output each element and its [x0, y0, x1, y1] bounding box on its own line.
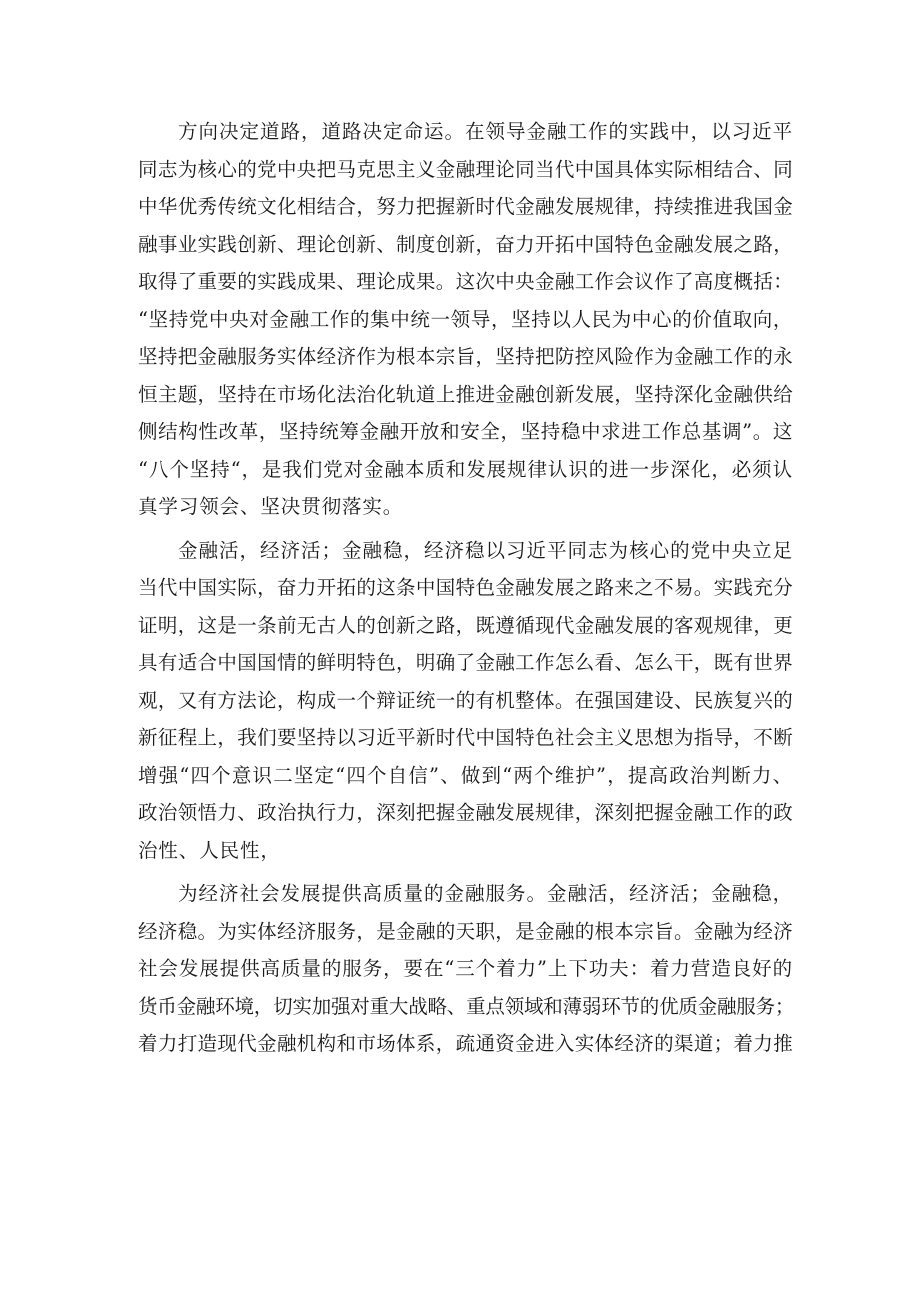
text-line: 社会发展提供高质量的服务，要在“三个着力”上下功夫：着力营造良好的	[138, 957, 793, 980]
body-text	[138, 113, 793, 1063]
text-line: 货币金融环境，切实加强对重大战略、重点领域和薄弱环节的优质金融服务；	[138, 994, 795, 1018]
text-line: 中华优秀传统文化相结合，努力把握新时代金融发展规律，持续推进我国金	[138, 195, 793, 218]
text-line: 方向决定道路，道路决定命运。在领导金融工作的实践中，以习近平	[178, 120, 793, 143]
paragraph-3	[138, 875, 793, 1063]
text-line: 着力打造现代金融机构和市场体系，疏通资金进入实体经济的渠道；着力推	[138, 1032, 793, 1055]
text-line: 增强“四个意识二坚定“四个自信”、做到“两个维护”，提高政治判断力、	[138, 763, 793, 787]
text-line: 新征程上，我们要坚持以习近平新时代中国特色社会主义思想为指导，不断	[138, 726, 793, 749]
text-line: 经济稳。为实体经济服务，是金融的天职，是金融的根本宗旨。金融为经济	[138, 919, 793, 943]
text-line: “坚持党中央对金融工作的集中统一领导，坚持以人民为中心的价值取向，	[138, 307, 793, 331]
text-line: 坚持把金融服务实体经济作为根本宗旨，坚持把防控风险作为金融工作的永	[138, 345, 793, 368]
text-line: “八个坚持“，是我们党对金融本质和发展规律认识的进一步深化，必须认	[138, 457, 793, 481]
text-line: 具有适合中国国情的鲜明特色，明确了金融工作怎么看、怎么干，既有世界	[138, 651, 793, 674]
text-line: 金融活，经济活；金融稳，经济稳以习近平同志为核心的党中央立足	[178, 538, 793, 562]
text-line: 真学习领会、坚决贯彻落实。	[138, 495, 404, 518]
text-line: 证明，这是一条前无古人的创新之路，既遵循现代金融发展的客观规律，更	[138, 613, 793, 637]
text-line: 观，又有方法论，构成一个辩证统一的有机整体。在强国建设、民族复兴的	[138, 688, 793, 712]
text-line: 当代中国实际，奋力开拓的这条中国特色金融发展之路来之不易。实践充分	[138, 576, 793, 599]
text-line: 同志为核心的党中央把马克思主义金融理论同当代中国具体实际相结合、同	[138, 157, 793, 181]
text-line: 为经济社会发展提供高质量的金融服务。金融活，经济活；金融稳，	[178, 882, 793, 905]
text-line: 政治领悟力、政治执行力，深刻把握金融发展规律，深刻把握金融工作的政	[138, 801, 793, 824]
text-line: 治性、人民性，	[138, 838, 281, 862]
text-line: 融事业实践创新、理论创新、制度创新，奋力开拓中国特色金融发展之路，	[138, 232, 793, 256]
text-line: 侧结构性改革，坚持统筹金融开放和安全，坚持稳中求进工作总基调”。这	[138, 420, 793, 443]
paragraph-2	[138, 532, 793, 870]
text-line: 取得了重要的实践成果、理论成果。这次中央金融工作会议作了高度概括：	[138, 270, 793, 293]
paragraph-1	[138, 113, 793, 526]
text-line: 恒主题，坚持在市场化法治化轨道上推进金融创新发展，坚持深化金融供给	[138, 382, 793, 406]
